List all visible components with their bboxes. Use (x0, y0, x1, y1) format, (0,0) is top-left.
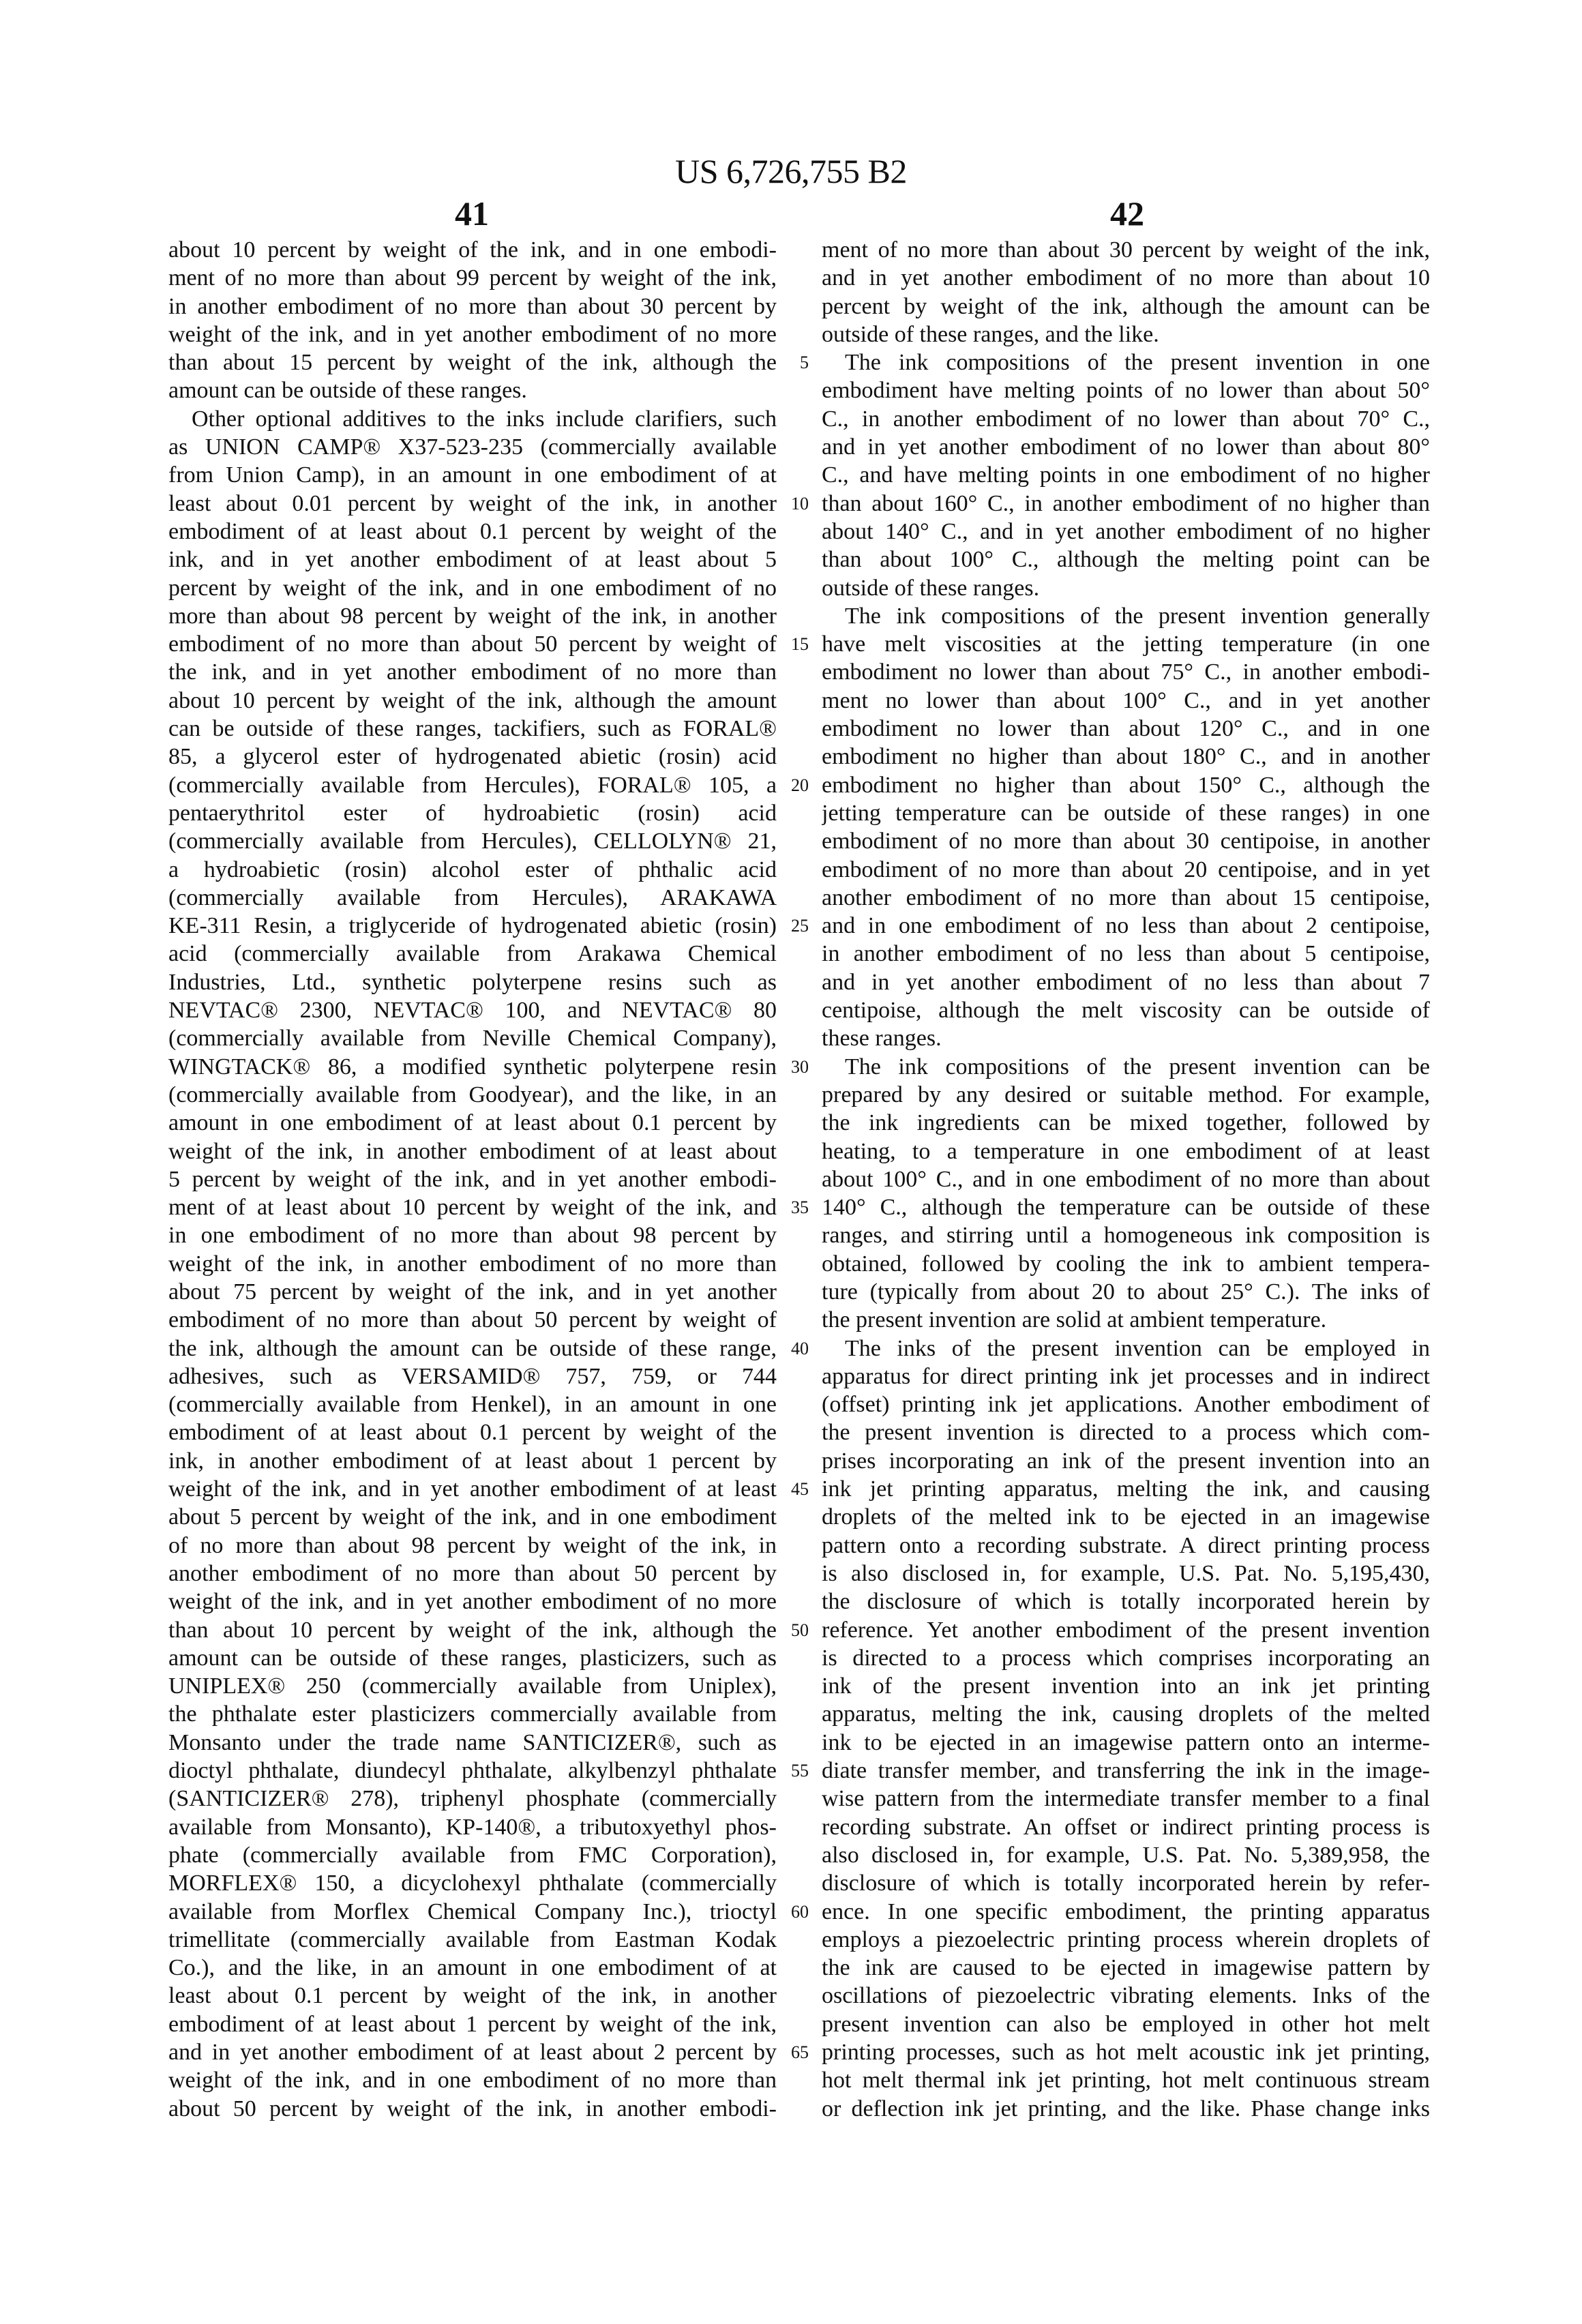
text-line: these ranges. (822, 1024, 1430, 1052)
text-line: embodiment of at least about 0.1 percent by weight of the (168, 1418, 777, 1446)
text-line: The ink compositions of the present invention can be (822, 1053, 1430, 1081)
text-line: embodiment have melting points of no lower than about 50° (822, 376, 1430, 404)
text-line: weight of the ink, and in yet another embodiment of no more (168, 321, 777, 348)
line-number: 25 (781, 912, 809, 940)
text-line: embodiment of no more than about 30 centipoise, in another (822, 827, 1430, 855)
text-line: about 100° C., and in one embodiment of no more than about (822, 1165, 1430, 1193)
paragraph (168, 236, 777, 405)
text-line: jetting temperature can be outside of these ranges) in one (822, 799, 1430, 827)
text-line: (SANTICIZER® 278), triphenyl phosphate (commercially (168, 1785, 777, 1813)
line-number: 55 (781, 1757, 809, 1785)
text-line: weight of the ink, and in yet another embodiment of at least (168, 1475, 777, 1503)
line-number: 5 (781, 348, 809, 376)
text-line: (offset) printing ink jet applications. Another embodiment of (822, 1390, 1430, 1418)
text-line: weight of the ink, and in one embodiment of no more than (168, 2066, 777, 2094)
text-line: phate (commercially available from FMC Corporation), (168, 1841, 777, 1869)
text-line: about 10 percent by weight of the ink, although the amount (168, 687, 777, 715)
text-line: than about 160° C., in another embodiment of no higher than (822, 490, 1430, 518)
paragraph (822, 1053, 1430, 1335)
text-line: apparatus, melting the ink, causing droplets of the melted (822, 1700, 1430, 1728)
text-line: heating, to a temperature in one embodiment of at least (822, 1137, 1430, 1165)
text-line: embodiment of at least about 1 percent by weight of the ink, (168, 2010, 777, 2038)
text-line: of no more than about 98 percent by weight of the ink, in (168, 1532, 777, 1560)
page-number-right: 42 (1059, 194, 1195, 233)
paragraph (822, 1335, 1430, 2123)
text-line: ment no lower than about 100° C., and in yet another (822, 687, 1430, 715)
text-line: acid (commercially available from Arakawa Chemical (168, 940, 777, 968)
text-line: is also disclosed in, for example, U.S. Pat. No. 5,195,430, (822, 1560, 1430, 1588)
text-line: ment of at least about 10 percent by weight of the ink, and (168, 1193, 777, 1221)
text-line: least about 0.01 percent by weight of the ink, in another (168, 490, 777, 518)
line-number: 65 (781, 2038, 809, 2066)
text-line: have melt viscosities at the jetting temperature (in one (822, 630, 1430, 658)
text-line: (commercially available from Goodyear), and the like, in an (168, 1081, 777, 1109)
text-line: is directed to a process which comprises incorporating an (822, 1644, 1430, 1672)
text-line: from Union Camp), in an amount in one embodiment of at (168, 461, 777, 489)
text-line: dioctyl phthalate, diundecyl phthalate, alkylbenzyl phthalate (168, 1757, 777, 1785)
line-number: 15 (781, 630, 809, 658)
text-line: a hydroabietic (rosin) alcohol ester of phthalic acid (168, 856, 777, 884)
text-line: the disclosure of which is totally incorporated herein by (822, 1588, 1430, 1615)
text-line: about 5 percent by weight of the ink, and in one embodiment (168, 1503, 777, 1531)
text-line: oscillations of piezoelectric vibrating elements. Inks of the (822, 1982, 1430, 2010)
text-line: the ink are caused to be ejected in imagewise pattern by (822, 1954, 1430, 1982)
text-line: weight of the ink, and in yet another embodiment of no more (168, 1588, 777, 1615)
text-line: least about 0.1 percent by weight of the ink, in another (168, 1982, 777, 2010)
text-line: trimellitate (commercially available from Eastman Kodak (168, 1926, 777, 1954)
text-line: another embodiment of no more than about 15 centipoise, (822, 884, 1430, 912)
text-line: MORFLEX® 150, a dicyclohexyl phthalate (commercially (168, 1869, 777, 1897)
text-line: amount in one embodiment of at least about 0.1 percent by (168, 1109, 777, 1137)
text-line: employs a piezoelectric printing process wherein droplets of (822, 1926, 1430, 1954)
text-line: present invention can also be employed in other hot melt (822, 2010, 1430, 2038)
text-line: ture (typically from about 20 to about 25° C.). The inks of (822, 1278, 1430, 1306)
text-line: in one embodiment of no more than about 98 percent by (168, 1221, 777, 1249)
text-line: ink, and in yet another embodiment of at least about 5 (168, 546, 777, 573)
text-line: ment of no more than about 99 percent by weight of the ink, (168, 264, 777, 292)
text-line: ment of no more than about 30 percent by weight of the ink, (822, 236, 1430, 264)
page-number-left: 41 (404, 194, 540, 233)
line-number: 10 (781, 490, 809, 518)
text-line: prepared by any desired or suitable method. For example, (822, 1081, 1430, 1109)
line-number: 40 (781, 1335, 809, 1362)
line-number: 35 (781, 1193, 809, 1221)
text-line: outside of these ranges, and the like. (822, 321, 1430, 348)
text-line: apparatus for direct printing ink jet processes and in indirect (822, 1362, 1430, 1390)
text-line: the ink ingredients can be mixed together, followed by (822, 1109, 1430, 1137)
paragraph (822, 348, 1430, 602)
text-line: C., in another embodiment of no lower than about 70° C., (822, 405, 1430, 433)
text-line: Industries, Ltd., synthetic polyterpene resins such as (168, 968, 777, 996)
text-line: amount can be outside of these ranges, plasticizers, such as (168, 1644, 777, 1672)
text-line: disclosure of which is totally incorporated herein by refer- (822, 1869, 1430, 1897)
text-line: the present invention is directed to a process which com- (822, 1418, 1430, 1446)
text-line: (commercially available from Hercules), FORAL® 105, a (168, 771, 777, 799)
text-line: and in one embodiment of no less than about 2 centipoise, (822, 912, 1430, 940)
text-line: embodiment of at least about 0.1 percent by weight of the (168, 518, 777, 546)
text-line: WINGTACK® 86, a modified synthetic polyterpene resin (168, 1053, 777, 1081)
text-line: ink of the present invention into an ink jet printing (822, 1672, 1430, 1700)
text-line: droplets of the melted ink to be ejected in an imagewise (822, 1503, 1430, 1531)
text-line: ink jet printing apparatus, melting the ink, and causing (822, 1475, 1430, 1503)
text-line: in another embodiment of no more than about 30 percent by (168, 293, 777, 321)
text-line: ink to be ejected in an imagewise pattern onto an interme- (822, 1729, 1430, 1757)
line-number: 45 (781, 1475, 809, 1503)
text-line: adhesives, such as VERSAMID® 757, 759, or 744 (168, 1362, 777, 1390)
patent-number-header: US 6,726,755 B2 (0, 151, 1582, 191)
text-line: than about 10 percent by weight of the ink, although the (168, 1616, 777, 1644)
text-line: centipoise, although the melt viscosity can be outside of (822, 996, 1430, 1024)
text-line: embodiment of no more than about 50 percent by weight of (168, 1306, 777, 1334)
text-line: wise pattern from the intermediate transfer member to a final (822, 1785, 1430, 1813)
text-line: about 75 percent by weight of the ink, and in yet another (168, 1278, 777, 1306)
text-line: as UNION CAMP® X37-523-235 (commercially available (168, 433, 777, 461)
text-line: pattern onto a recording substrate. A direct printing process (822, 1532, 1430, 1560)
paragraph (822, 602, 1430, 1053)
text-line: more than about 98 percent by weight of the ink, in another (168, 602, 777, 630)
line-number-gutter (781, 236, 809, 2123)
text-line: The inks of the present invention can be employed in (822, 1335, 1430, 1362)
text-line: embodiment of no more than about 50 percent by weight of (168, 630, 777, 658)
text-line: than about 15 percent by weight of the ink, although the (168, 348, 777, 376)
text-line: C., and have melting points in one embodiment of no higher (822, 461, 1430, 489)
text-line: UNIPLEX® 250 (commercially available from Uniplex), (168, 1672, 777, 1700)
text-line: printing processes, such as hot melt acoustic ink jet printing, (822, 2038, 1430, 2066)
line-number: 30 (781, 1053, 809, 1081)
text-line: embodiment no lower than about 120° C., and in one (822, 715, 1430, 743)
text-line: and in yet another embodiment of no less than about 7 (822, 968, 1430, 996)
text-line: (commercially available from Hercules), CELLOLYN® 21, (168, 827, 777, 855)
text-line: prises incorporating an ink of the present invention into an (822, 1447, 1430, 1475)
text-line: embodiment of no more than about 20 centipoise, and in yet (822, 856, 1430, 884)
text-line: 5 percent by weight of the ink, and in yet another embodi- (168, 1165, 777, 1193)
text-line: available from Morflex Chemical Company Inc.), trioctyl (168, 1898, 777, 1926)
text-line: obtained, followed by cooling the ink to ambient tempera- (822, 1250, 1430, 1278)
text-line: 140° C., although the temperature can be outside of these (822, 1193, 1430, 1221)
text-line: the ink, and in yet another embodiment of no more than (168, 658, 777, 686)
text-line: percent by weight of the ink, although the amount can be (822, 293, 1430, 321)
text-line: KE-311 Resin, a triglyceride of hydrogenated abietic (rosin) (168, 912, 777, 940)
line-number: 20 (781, 771, 809, 799)
line-number: 60 (781, 1898, 809, 1926)
text-line: The ink compositions of the present invention generally (822, 602, 1430, 630)
text-line: embodiment no lower than about 75° C., in another embodi- (822, 658, 1430, 686)
text-line: (commercially available from Neville Chemical Company), (168, 1024, 777, 1052)
text-line: and in yet another embodiment of no lower than about 80° (822, 433, 1430, 461)
paragraph (168, 405, 777, 2123)
text-line: The ink compositions of the present invention in one (822, 348, 1430, 376)
text-line: the phthalate ester plasticizers commercially available from (168, 1700, 777, 1728)
text-line: than about 100° C., although the melting point can be (822, 546, 1430, 573)
text-line: about 50 percent by weight of the ink, in another embodi- (168, 2095, 777, 2123)
text-line: in another embodiment of no less than about 5 centipoise, (822, 940, 1430, 968)
text-line: ranges, and stirring until a homogeneous ink composition is (822, 1221, 1430, 1249)
text-line: amount can be outside of these ranges. (168, 376, 777, 404)
text-line: Other optional additives to the inks include clarifiers, such (168, 405, 777, 433)
text-line: Co.), and the like, in an amount in one embodiment of at (168, 1954, 777, 1982)
text-line: also disclosed in, for example, U.S. Pat. No. 5,389,958, the (822, 1841, 1430, 1869)
text-line: weight of the ink, in another embodiment of at least about (168, 1137, 777, 1165)
text-line: 85, a glycerol ester of hydrogenated abietic (rosin) acid (168, 743, 777, 771)
right-column (822, 236, 1430, 2123)
text-line: reference. Yet another embodiment of the present invention (822, 1616, 1430, 1644)
text-line: NEVTAC® 2300, NEVTAC® 100, and NEVTAC® 80 (168, 996, 777, 1024)
text-line: Monsanto under the trade name SANTICIZER®, such as (168, 1729, 777, 1757)
text-line: about 140° C., and in yet another embodiment of no higher (822, 518, 1430, 546)
text-line: available from Monsanto), KP-140®, a tributoxyethyl phos- (168, 1813, 777, 1841)
text-line: another embodiment of no more than about 50 percent by (168, 1560, 777, 1588)
text-line: weight of the ink, in another embodiment of no more than (168, 1250, 777, 1278)
text-line: embodiment no higher than about 180° C., and in another (822, 743, 1430, 771)
text-line: diate transfer member, and transferring the ink in the image- (822, 1757, 1430, 1785)
text-line: (commercially available from Hercules), ARAKAWA (168, 884, 777, 912)
text-line: the present invention are solid at ambient temperature. (822, 1306, 1430, 1334)
text-line: recording substrate. An offset or indirect printing process is (822, 1813, 1430, 1841)
text-line: or deflection ink jet printing, and the like. Phase change inks (822, 2095, 1430, 2123)
text-line: and in yet another embodiment of no more than about 10 (822, 264, 1430, 292)
text-line: ence. In one specific embodiment, the printing apparatus (822, 1898, 1430, 1926)
line-number: 50 (781, 1616, 809, 1644)
text-line: ink, in another embodiment of at least about 1 percent by (168, 1447, 777, 1475)
text-line: and in yet another embodiment of at least about 2 percent by (168, 2038, 777, 2066)
paragraph (822, 236, 1430, 348)
text-line: hot melt thermal ink jet printing, hot melt continuous stream (822, 2066, 1430, 2094)
text-line: can be outside of these ranges, tackifiers, such as FORAL® (168, 715, 777, 743)
text-line: outside of these ranges. (822, 574, 1430, 602)
left-column (168, 236, 777, 2123)
text-line: (commercially available from Henkel), in an amount in one (168, 1390, 777, 1418)
text-line: pentaerythritol ester of hydroabietic (rosin) acid (168, 799, 777, 827)
text-line: about 10 percent by weight of the ink, and in one embodi- (168, 236, 777, 264)
text-line: percent by weight of the ink, and in one embodiment of no (168, 574, 777, 602)
text-line: the ink, although the amount can be outside of these range, (168, 1335, 777, 1362)
text-line: embodiment no higher than about 150° C., although the (822, 771, 1430, 799)
